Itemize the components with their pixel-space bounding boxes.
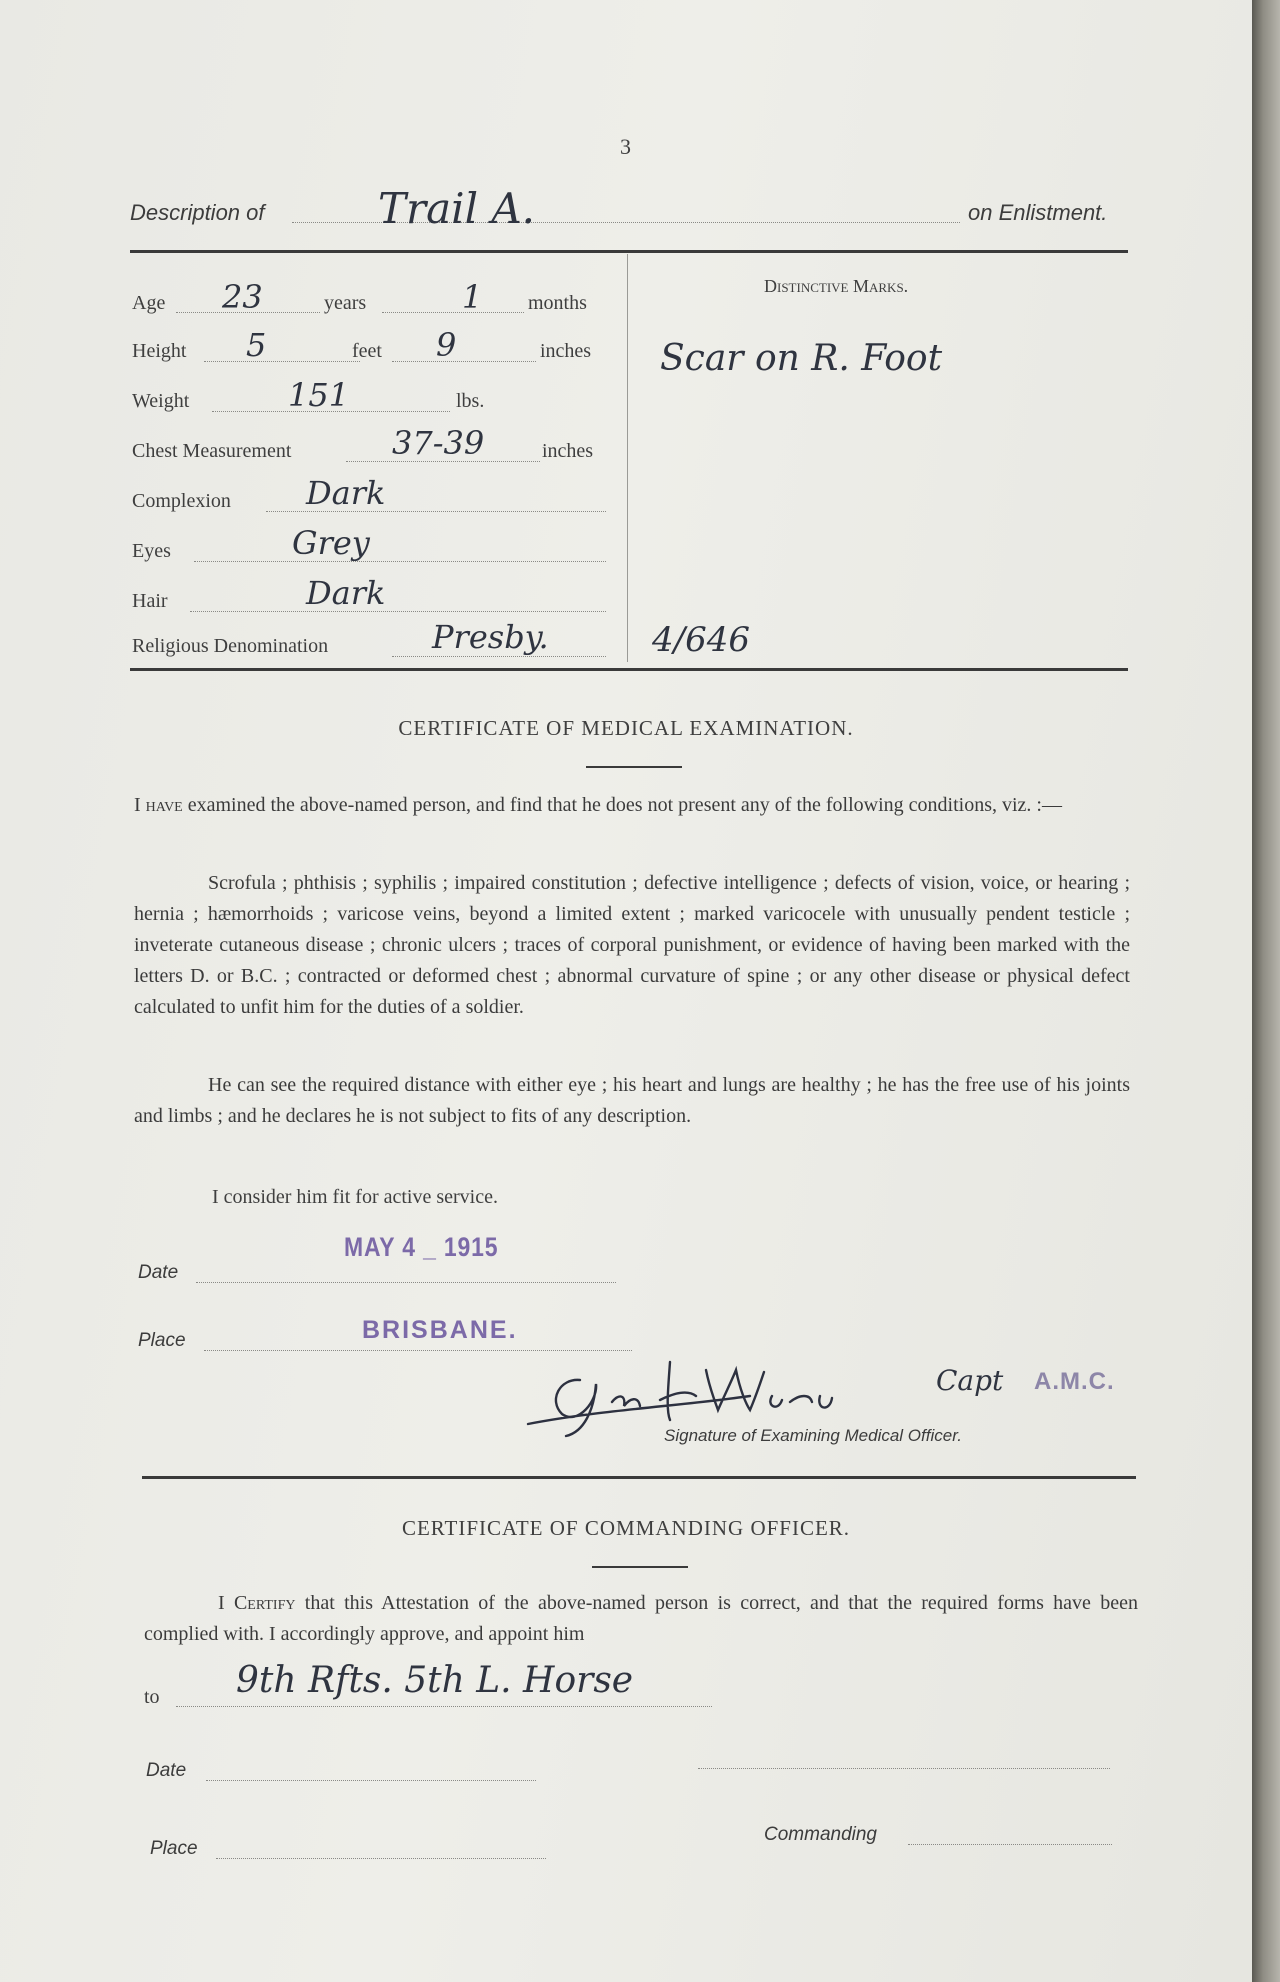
weight-value: 151 [288,376,350,414]
medical-conditions [134,868,1130,1023]
commanding-date-label: Date [146,1760,187,1781]
religion-value: Presby. [432,618,549,656]
place-stamp: BRISBANE. [362,1316,518,1344]
chest-inches-label: inches [542,440,594,462]
examining-officer-signature [520,1340,940,1440]
commanding-place-label: Place [150,1838,198,1859]
medical-health-statement [134,1070,1130,1132]
height-feet: 5 [246,326,267,364]
complexion-value: Dark [306,474,386,512]
appoint-to-label: to [144,1686,160,1708]
page-number: 3 [620,134,631,159]
eyes-label: Eyes [132,540,171,562]
medical-intro-lead: I have [134,794,183,816]
soldier-name: Trail A. [378,184,536,233]
medical-date-label: Date [138,1262,179,1283]
height-inches: 9 [436,326,457,364]
commanding-officer-label: Commanding [764,1824,877,1845]
inches-label: inches [540,340,592,362]
page-edge-shadow [1252,0,1280,1982]
hair-label: Hair [132,590,168,612]
eyes-value: Grey [292,524,370,562]
medical-place-label: Place [138,1330,186,1351]
age-label: Age [132,292,166,314]
feet-label: feet [352,340,382,362]
lbs-label: lbs. [456,390,485,412]
distinctive-marks-label: Distinctive Marks. [764,276,909,296]
religion-label: Religious Denomination [132,635,329,657]
distinctive-marks-value: Scar on R. Foot [660,338,943,379]
medical-intro-text: examined the above-named person, and find that he does not present any of the following conditions, viz. :— [187,794,1062,816]
chest-label: Chest Measurement [132,440,292,462]
commanding-title-underline [592,1566,688,1568]
hair-value: Dark [306,574,386,612]
medical-conditions-text: Scrofula ; phthisis ; syphilis ; impaired constitution ; defective intelligence ; defects of vision, voice, or hearing ; hernia ; hæmorrhoids ; varicose veins, beyond a limited extent ; marked varicocele with unusually pendent testicle ; inveterate cutaneous disease ; chronic ulcers ; traces of corporal punishment, or evidence of having been marked with the letters D. or B.C. ; contracted or deformed chest ; abnormal curvature of spine ; or any other disease or physical defect calculated to unfit him for the duties of a soldier. [134,872,1130,1018]
regimental-number: 4/646 [652,620,750,660]
description-label: Description of [130,200,265,225]
age-months: 1 [462,278,483,316]
months-label: months [528,292,587,314]
commanding-lead: I Certify [218,1592,296,1614]
signature-unit-stamp: A.M.C. [1034,1368,1115,1395]
signature-rank: Capt [936,1364,1004,1397]
medical-intro [134,790,1130,821]
commanding-text: that this Attestation of the above-named person is correct, and that the required forms have been complied with. I accordingly approve, and appoint him [144,1592,1138,1645]
weight-label: Weight [132,390,190,412]
medical-bottom-rule [142,1476,1136,1479]
commanding-statement [144,1588,1138,1650]
medical-certificate-title: CERTIFICATE OF MEDICAL EXAMINATION. [398,716,854,740]
description-suffix: on Enlistment. [968,200,1108,225]
years-label: years [324,292,367,314]
column-divider [627,254,628,662]
age-years: 23 [222,278,263,316]
medical-title-underline [586,766,682,768]
commanding-certificate-title: CERTIFICATE OF COMMANDING OFFICER. [401,1516,851,1540]
signature-caption: Signature of Examining Medical Officer. [664,1426,962,1445]
medical-health-text: He can see the required distance with either eye ; his heart and lungs are healthy ; he has the free use of his joints and limbs ; and he declares he is not subject to fits of any description. [134,1074,1130,1127]
chest-value: 37-39 [392,424,485,462]
top-rule [130,250,1128,253]
date-stamp: MAY 4 _ 1915 [344,1232,499,1262]
complexion-label: Complexion [132,490,231,512]
height-label: Height [132,340,187,362]
appointment-unit: 9th Rfts. 5th L. Horse [236,1660,634,1701]
fit-for-service: I consider him fit for active service. [212,1186,498,1208]
fields-bottom-rule [130,668,1128,671]
